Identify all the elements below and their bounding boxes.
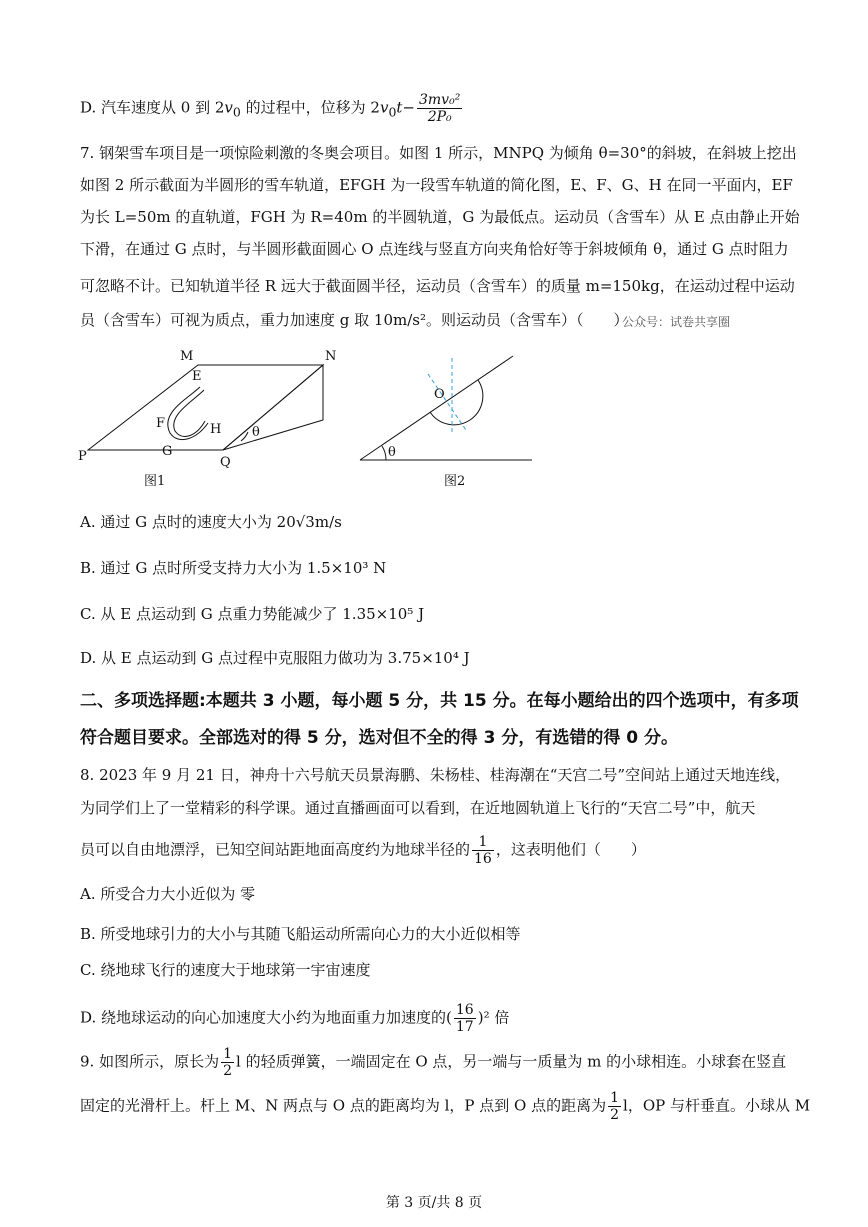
subscript-0: 0 (232, 104, 241, 120)
q9-line-1 (80, 1046, 808, 1079)
section-2-title-line-1: 二、多项选择题:本题共 3 小题，每小题 5 分，共 15 分。在每小题给出的四个选项中，有多项 (80, 691, 799, 711)
frac-denominator: 2 (610, 1107, 620, 1123)
label-P: P (78, 449, 87, 464)
section-2-title-line-2: 符合题目要求。全部选对的得 5 分，选对但不全的得 3 分，有选错的得 0 分。 (80, 728, 678, 748)
label-theta-1: θ (252, 425, 260, 440)
q8-option-a[interactable]: A. 所受合力大小近似为 零 (80, 885, 256, 903)
q9-line-2-prefix: 固定的光滑杆上。杆上 M、N 两点与 O 点的距离均为 l，P 点到 O 点的距离为 (80, 1096, 607, 1115)
label-E: E (192, 369, 202, 384)
label-G: G (162, 444, 173, 459)
q8-option-d[interactable] (80, 1002, 509, 1035)
slope-side (223, 365, 323, 450)
frac-denominator: 17 (455, 1019, 474, 1035)
q7-line-4: 下滑，在通过 G 点时，与半圆形截面圆心 O 点连线与竖直方向夹角恰好等于斜坡倾角 θ，通过 G 点时阻力 (80, 240, 789, 258)
q8-option-d-fraction (454, 1002, 476, 1035)
q9-line-2 (80, 1090, 811, 1123)
q8-option-b[interactable]: B. 所受地球引力的大小与其随飞船运动所需向心力的大小近似相等 (80, 925, 521, 943)
q9-fraction-2 (608, 1090, 621, 1123)
label-H: H (210, 422, 222, 437)
var-v0: v (379, 98, 389, 117)
q8-option-d-suffix: )² 倍 (477, 1008, 510, 1027)
frac-denominator: 16 (474, 851, 492, 867)
q7-option-b[interactable]: B. 通过 G 点时所受支持力大小为 1.5×10³ N (80, 559, 387, 577)
q8-line-2: 为同学们上了一堂精彩的科学课。通过直播画面可以看到，在近地圆轨道上飞行的“天宫二号”中，航天 (80, 799, 756, 817)
q8-line-3-prefix: 员可以自由地漂浮，已知空间站距地面高度约为地球半径的 (80, 840, 471, 859)
q7-line-2: 如图 2 所示截面为半圆形的雪车轨道，EFGH 为一段雪车轨道的简化图，E、F、G、H 在同一平面内，EF (80, 176, 793, 194)
q9-line-2-suffix: l，OP 与杆垂直。小球从 M (623, 1096, 811, 1115)
slope-plane (88, 365, 323, 450)
track-outer (168, 387, 208, 440)
subscript-0b: 0 (388, 104, 397, 120)
frac-denominator: 2 (223, 1063, 233, 1079)
minus-sign: − (402, 98, 415, 117)
q7-line-6: 员（含雪车）可视为质点，重力加速度 g 取 10m/s²。则运动员（含雪车）（ ） (80, 311, 629, 329)
label-Q: Q (220, 455, 231, 470)
label-F: F (156, 416, 166, 431)
q6-option-d[interactable] (80, 92, 464, 125)
q9-line-1-prefix: 9. 如图所示，原长为 (80, 1052, 220, 1071)
q7-line-3: 为长 L=50m 的直轨道，FGH 为 R=40m 的半圆轨道，G 为最低点。运动员（含雪车）从 E 点由静止开始 (80, 208, 800, 226)
fig1-caption: 图1 (144, 474, 166, 489)
q8-fraction (472, 834, 494, 867)
label-theta-2: θ (388, 445, 396, 460)
q8-option-d-prefix: D. 绕地球运动的向心加速度大小约为地面重力加速度的( (80, 1008, 452, 1027)
frac-numerator: 3mv₀² (419, 92, 461, 108)
q7-option-a[interactable]: A. 通过 G 点时的速度大小为 20√3m/s (80, 513, 342, 531)
q8-line-1: 8. 2023 年 9 月 21 日，神舟十六号航天员景海鹏、朱杨桂、桂海潮在“天宫二号”空间站上通过天地连线， (80, 766, 791, 784)
label-N: N (325, 349, 337, 364)
page-footer: 第 3 页/共 8 页 (385, 1195, 483, 1211)
frac-numerator: 1 (223, 1046, 233, 1062)
q7-line-5: 可忽略不计。已知轨道半径 R 远大于截面圆半径，运动员（含雪车）的质量 m=150kg，在运动过程中运动 (80, 277, 795, 295)
q6-option-d-mid: 的过程中，位移为 2 (240, 98, 380, 117)
normal-dashed (428, 374, 466, 430)
frac-numerator: 16 (455, 1002, 474, 1018)
q8-option-c[interactable]: C. 绕地球飞行的速度大于地球第一宇宙速度 (80, 961, 371, 979)
slope-line (360, 356, 513, 460)
label-M: M (180, 349, 194, 364)
var-v: v (224, 98, 233, 117)
frac-denominator: 2P₀ (427, 109, 452, 125)
q8-line-3-suffix: ，这表明他们（ ） (495, 840, 646, 859)
q6-fraction (417, 92, 462, 125)
q7-option-c[interactable]: C. 从 E 点运动到 G 点重力势能减少了 1.35×10⁵ J (80, 605, 425, 623)
var-t: t (396, 98, 403, 117)
q9-line-1-suffix: l 的轻质弹簧，一端固定在 O 点，另一端与一质量为 m 的小球相连。小球套在竖直 (236, 1052, 787, 1071)
q6-option-d-text: D. 汽车速度从 0 到 2 (80, 98, 225, 117)
fig2-caption: 图2 (444, 474, 466, 489)
q8-line-3 (80, 834, 808, 867)
track-inner (174, 390, 205, 436)
frac-numerator: 1 (610, 1090, 620, 1106)
label-O: O (434, 387, 445, 402)
frac-numerator: 1 (472, 834, 494, 851)
q7-option-d[interactable]: D. 从 E 点运动到 G 点过程中克服阻力做功为 3.75×10⁴ J (80, 649, 470, 667)
q9-fraction-1 (221, 1046, 234, 1079)
figure-1 (78, 345, 338, 495)
watermark: 公众号：试卷共享圈 (622, 315, 731, 329)
q7-line-1: 7. 钢架雪车项目是一项惊险刺激的冬奥会项目。如图 1 所示，MNPQ 为倾角 θ=30°的斜坡，在斜坡上挖出 (80, 144, 797, 162)
theta-arc-2 (382, 446, 386, 460)
figure-2 (358, 350, 538, 490)
